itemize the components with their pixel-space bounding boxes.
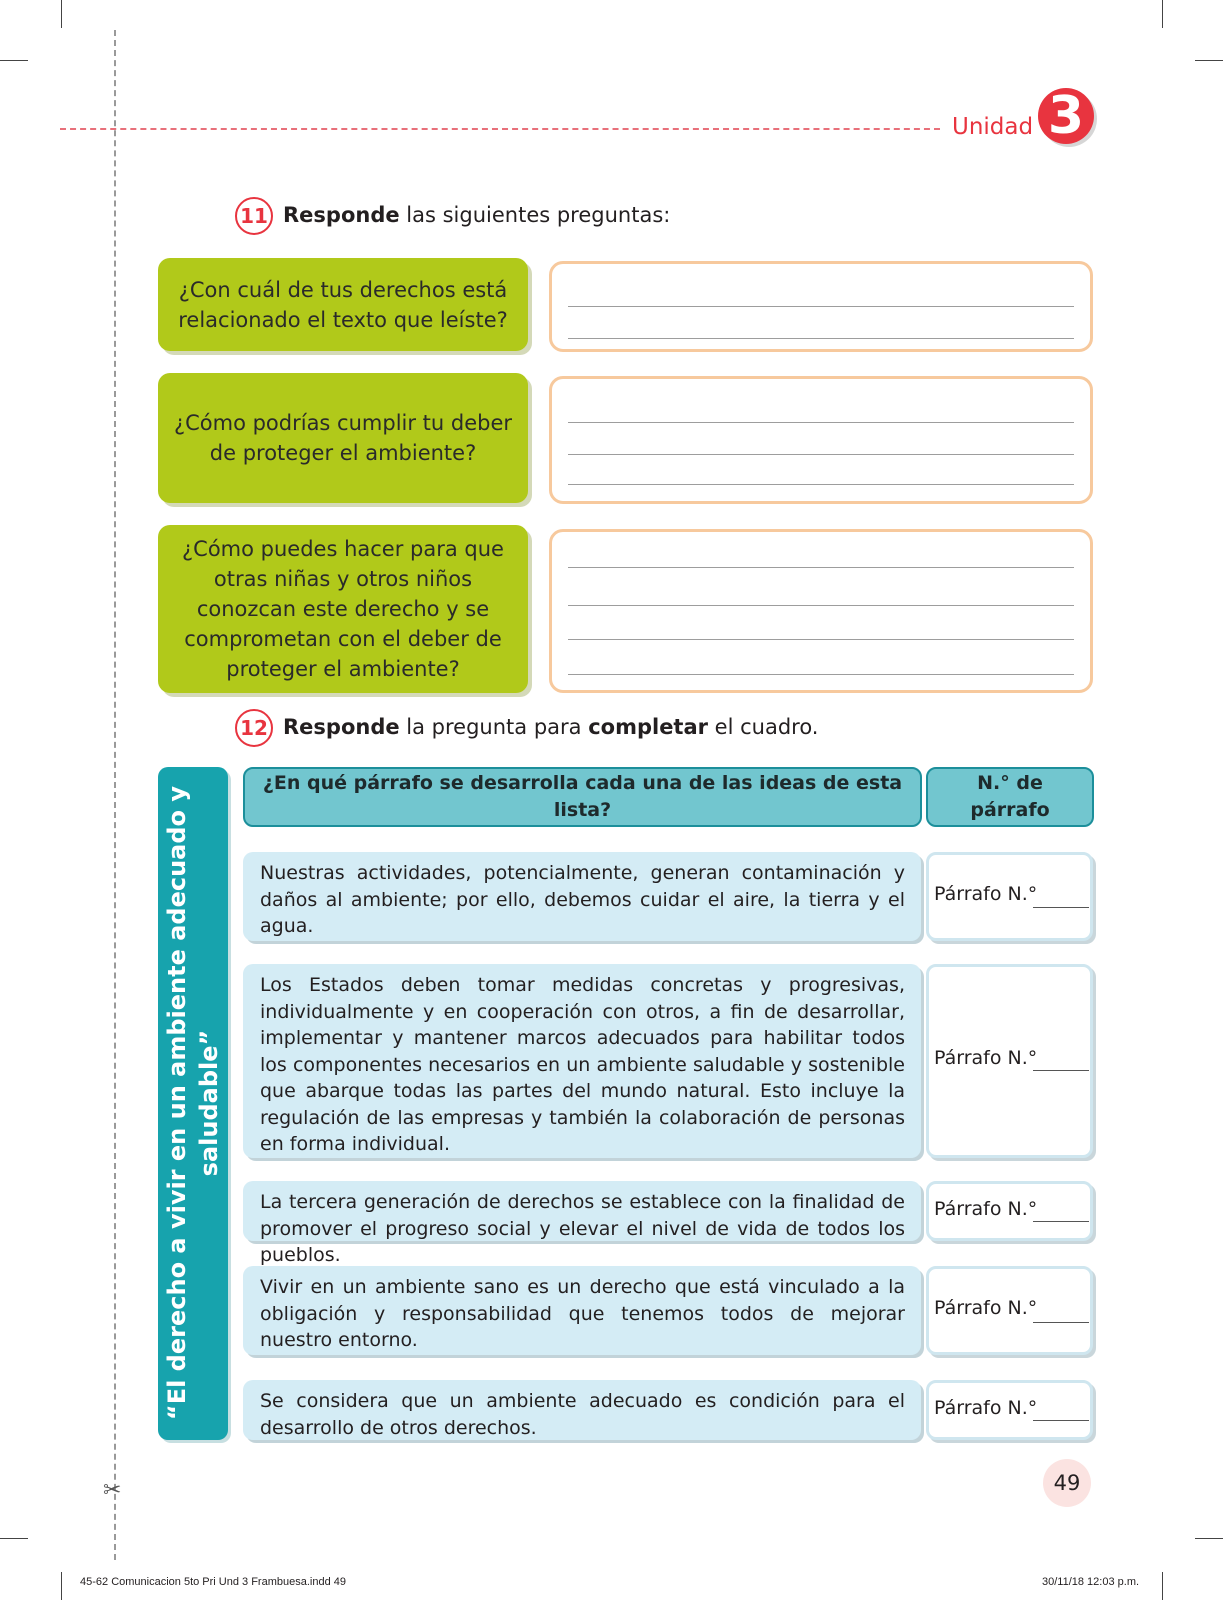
paragraph-number-box[interactable]: [926, 1380, 1093, 1440]
activity-number: 11: [235, 197, 273, 235]
table-row-idea: La tercera generación de derechos se establece con la finalidad de promover el progreso social y elevar el nivel de vida de todos los pueblos.: [243, 1181, 921, 1241]
footer-date: 30/11/18 12:03 p.m.: [1042, 1576, 1140, 1588]
table-header-question: ¿En qué párrafo se desarrolla cada una de las ideas de esta lista?: [243, 767, 922, 827]
crop-mark: [0, 60, 28, 61]
side-title: “El derecho a vivir en un ambiente adecuado y saludable”: [163, 785, 223, 1421]
answer-line: [1033, 1221, 1089, 1222]
crop-mark: [61, 0, 62, 28]
answer-line: [568, 674, 1074, 675]
unit-number-badge: [1038, 88, 1094, 144]
crop-mark: [61, 1572, 62, 1600]
paragraph-number-box[interactable]: [926, 1266, 1093, 1355]
crop-mark: [1162, 0, 1163, 28]
table-row-idea: Los Estados deben tomar medidas concretas y progresivas, individualmente y en cooperación con otros, a fin de desarrollar, implementar y mantener marcos adecuados para habilitar todos los componentes necesarios en un ambiente saludable y sostenible que abarque todas las partes del mundo natural. Esto incluye la regulación de las empresas y también la colaboración de personas en forma individual.: [243, 964, 921, 1158]
cut-line: [114, 30, 116, 1560]
unit-label: Unidad: [952, 114, 1034, 140]
question-card: ¿Con cuál de tus derechos está relacionado el texto que leíste?: [158, 258, 528, 351]
table-row-idea: Vivir en un ambiente sano es un derecho que está vinculado a la obligación y responsabilidad que tenemos todos de mejorar nuestro entorno.: [243, 1266, 921, 1355]
answer-line: [568, 639, 1074, 640]
crop-mark: [1195, 60, 1223, 61]
paragraph-label: Párrafo N.°: [934, 1198, 1038, 1220]
answer-line: [568, 338, 1074, 339]
paragraph-label: Párrafo N.°: [934, 1397, 1038, 1419]
table-header-number: N.° de párrafo: [926, 767, 1094, 827]
answer-box[interactable]: [549, 261, 1093, 352]
answer-line: [1033, 907, 1089, 908]
answer-line: [1033, 1322, 1089, 1323]
answer-line: [568, 454, 1074, 455]
crop-mark: [0, 1538, 28, 1539]
scissors-icon: ✂: [103, 1478, 122, 1503]
answer-box[interactable]: [549, 529, 1093, 693]
crop-mark: [1162, 1572, 1163, 1600]
footer-file: 45-62 Comunicacion 5to Pri Und 3 Frambuesa.indd 49: [80, 1576, 346, 1588]
paragraph-number-box[interactable]: [926, 964, 1093, 1158]
answer-box[interactable]: [549, 376, 1093, 504]
answer-line: [568, 567, 1074, 568]
header-divider: [60, 128, 940, 130]
question-card: ¿Cómo puedes hacer para que otras niñas y otros niños conozcan este derecho y se comprometan con el deber de proteger el ambiente?: [158, 525, 528, 693]
activity-title: Responde las siguientes preguntas:: [283, 203, 671, 227]
crop-mark: [1195, 1538, 1223, 1539]
answer-line: [568, 422, 1074, 423]
answer-line: [1033, 1070, 1089, 1071]
answer-line: [568, 484, 1074, 485]
paragraph-number-box[interactable]: [926, 852, 1093, 941]
question-card: ¿Cómo podrías cumplir tu deber de proteger el ambiente?: [158, 373, 528, 503]
table-row-idea: Nuestras actividades, potencialmente, generan contaminación y daños al ambiente; por ello, debemos cuidar el aire, la tierra y el agua.: [243, 852, 921, 941]
paragraph-label: Párrafo N.°: [934, 883, 1038, 905]
table-row-idea: Se considera que un ambiente adecuado es condición para el desarrollo de otros derechos.: [243, 1380, 921, 1440]
unit-number: 3: [1047, 86, 1085, 146]
activity-title: Responde la pregunta para completar el cuadro.: [283, 715, 819, 739]
answer-line: [1033, 1420, 1089, 1421]
paragraph-label: Párrafo N.°: [934, 1047, 1038, 1069]
page-number: 49: [1043, 1459, 1091, 1507]
paragraph-label: Párrafo N.°: [934, 1297, 1038, 1319]
answer-line: [568, 306, 1074, 307]
answer-line: [568, 605, 1074, 606]
activity-number: 12: [235, 709, 273, 747]
paragraph-number-box[interactable]: [926, 1181, 1093, 1241]
